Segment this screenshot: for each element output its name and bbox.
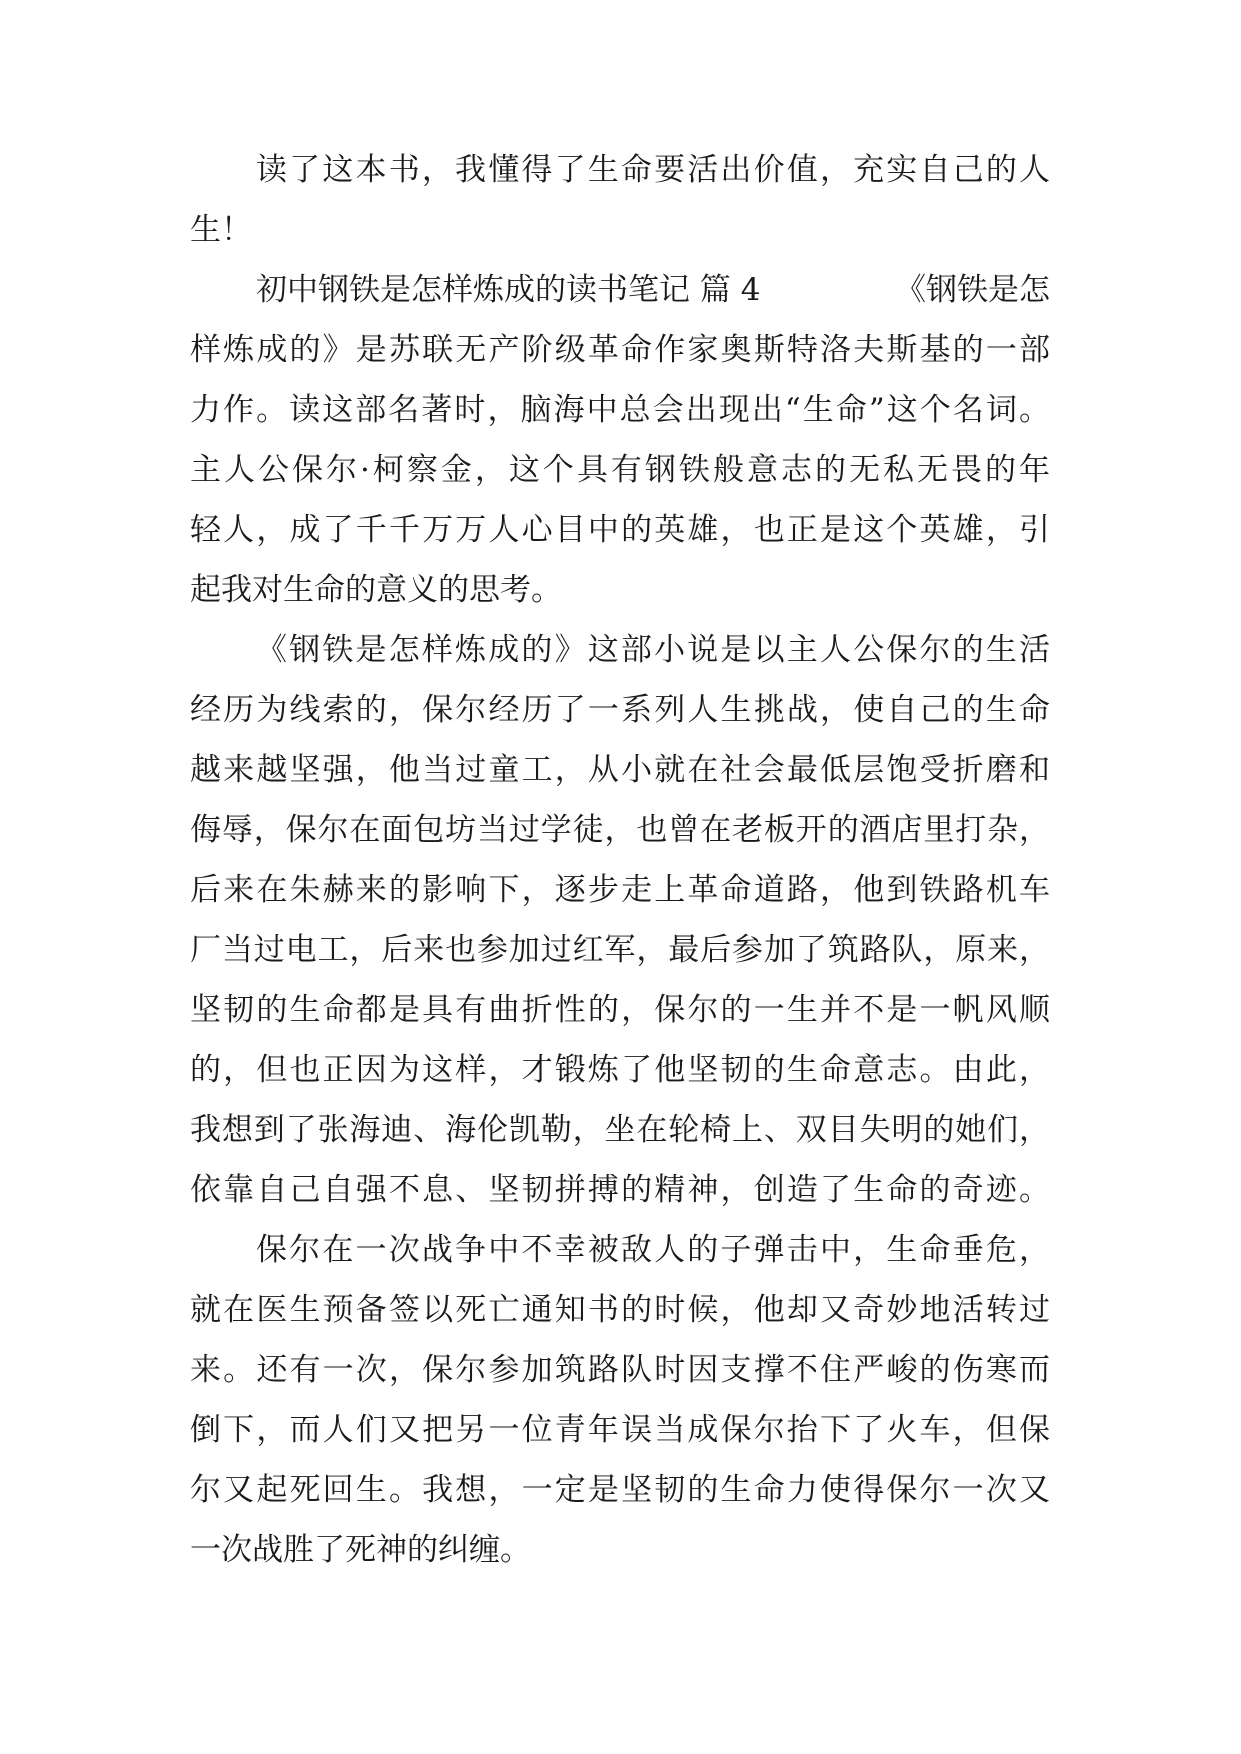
text-line: 的，但也正因为这样，才锻炼了他坚韧的生命意志。由此，: [190, 1052, 1050, 1088]
text-line: 侮辱，保尔在面包坊当过学徒，也曾在老板开的酒店里打杂，: [190, 812, 1050, 848]
text-line: 越来越坚强，他当过童工，从小就在社会最低层饱受折磨和: [190, 752, 1050, 788]
text-line: 经历为线索的，保尔经历了一系列人生挑战，使自己的生命: [190, 692, 1050, 728]
text-line: 就在医生预备签以死亡通知书的时候，他却又奇妙地活转过: [190, 1292, 1050, 1328]
text-line: 保尔在一次战争中不幸被敌人的子弹击中，生命垂危，: [256, 1232, 1050, 1268]
document-page: [190, 140, 1050, 1580]
paragraph: [190, 260, 1050, 620]
text-line: 起我对生命的意义的思考。: [190, 572, 562, 608]
text-line: 生！: [190, 212, 252, 248]
text-line: 尔又起死回生。我想，一定是坚韧的生命力使得保尔一次又: [190, 1472, 1050, 1508]
text-line: 后来在朱赫来的影响下，逐步走上革命道路，他到铁路机车: [190, 872, 1050, 908]
text-line: 力作。读这部名著时，脑海中总会出现出“生命”这个名词。: [190, 392, 1050, 428]
text-line: 依靠自己自强不息、坚韧拼搏的精神，创造了生命的奇迹。: [190, 1172, 1050, 1208]
text-line: 样炼成的》是苏联无产阶级革命作家奥斯特洛夫斯基的一部: [190, 332, 1050, 368]
text-line: 主人公保尔·柯察金，这个具有钢铁般意志的无私无畏的年: [190, 452, 1050, 488]
text-line-start: 《钢铁是怎: [895, 272, 1050, 308]
text-line: 《钢铁是怎样炼成的》这部小说是以主人公保尔的生活: [256, 632, 1050, 668]
section-heading: 初中钢铁是怎样炼成的读书笔记 篇 4: [256, 272, 761, 308]
text-line: 轻人，成了千千万万人心目中的英雄，也正是这个英雄，引: [190, 512, 1050, 548]
paragraph: [190, 140, 1050, 260]
text-line: 来。还有一次，保尔参加筑路队时因支撑不住严峻的伤寒而: [190, 1352, 1050, 1388]
text-line: 厂当过电工，后来也参加过红军，最后参加了筑路队，原来，: [190, 932, 1050, 968]
paragraph: [190, 620, 1050, 1220]
section-heading-line: [190, 260, 1050, 320]
text-line: 我想到了张海迪、海伦凯勒，坐在轮椅上、双目失明的她们，: [190, 1112, 1050, 1148]
paragraph: [190, 1220, 1050, 1580]
text-line: 一次战胜了死神的纠缠。: [190, 1532, 531, 1568]
text-line: 读了这本书，我懂得了生命要活出价值，充实自己的人: [256, 152, 1050, 188]
text-line: 坚韧的生命都是具有曲折性的，保尔的一生并不是一帆风顺: [190, 992, 1050, 1028]
text-line: 倒下，而人们又把另一位青年误当成保尔抬下了火车，但保: [190, 1412, 1050, 1448]
